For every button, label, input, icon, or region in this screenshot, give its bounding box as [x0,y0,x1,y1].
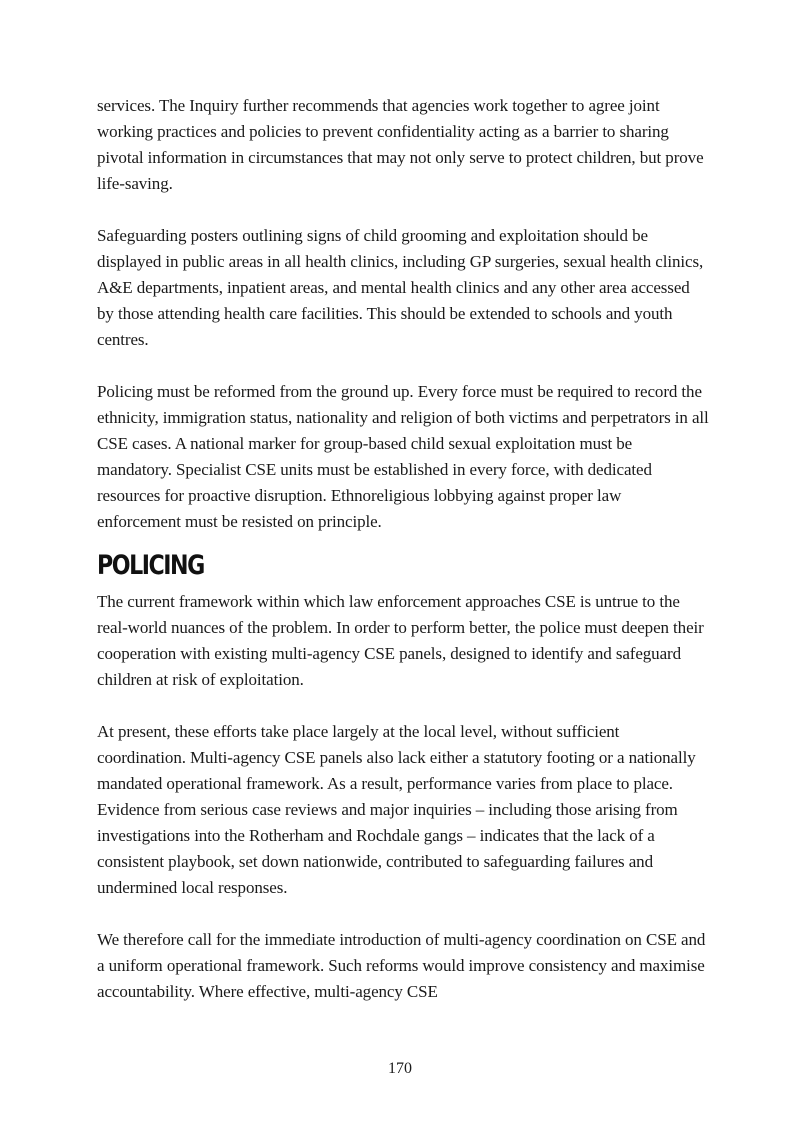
section-heading-policing: POLICING [97,550,204,581]
paragraph-local-level: At present, these efforts take place largely at the local level, without sufficient coordination. Multi-agency CSE panels also lack either a statutory footing or a nationally mandated operational framework. As a result, performance varies from place to place. Evidence from serious case reviews and major inquiries – including those arising from investigations into the Rotherham and Rochdale gangs – indicates that the lack of a consistent playbook, set down nationwide, contributed to safeguarding failures and undermined local responses. [97,722,696,897]
paragraph-current-framework: The current framework within which law enforcement approaches CSE is untrue to the real-world nuances of the problem. In order to perform better, the police must deepen their cooperation with existing multi-agency CSE panels, designed to identify and safeguard children at risk of exploitation. [97,592,704,689]
paragraph-confidentiality: services. The Inquiry further recommends that agencies work together to agree joint working practices and policies to prevent confidentiality acting as a barrier to sharing pivotal information in circumstances that may not only serve to protect children, but prove life-saving. [97,96,704,193]
paragraph-policing-reform: Policing must be reformed from the ground up. Every force must be required to record the ethnicity, immigration status, nationality and religion of both victims and perpetrators in all CSE cases. A national marker for group-based child sexual exploitation must be mandatory. Specialist CSE units must be established in every force, with dedicated resources for proactive disruption. Ethnoreligious lobbying against proper law enforcement must be resisted on principle. [97,382,709,531]
paragraph-multi-agency-call: We therefore call for the immediate introduction of multi-agency coordination on CSE and a uniform operational framework. Such reforms would improve consistency and maximise accountability. Where effective, multi-agency CSE [97,930,706,1001]
page-content [97,93,709,1031]
paragraph-safeguarding-posters: Safeguarding posters outlining signs of child grooming and exploitation should be displayed in public areas in all health clinics, including GP surgeries, sexual health clinics, A&E departments, inpatient areas, and mental health clinics and any other area accessed by those attending health care facilities. This should be extended to schools and youth centres. [97,226,704,349]
page-number: 170 [388,1060,412,1077]
